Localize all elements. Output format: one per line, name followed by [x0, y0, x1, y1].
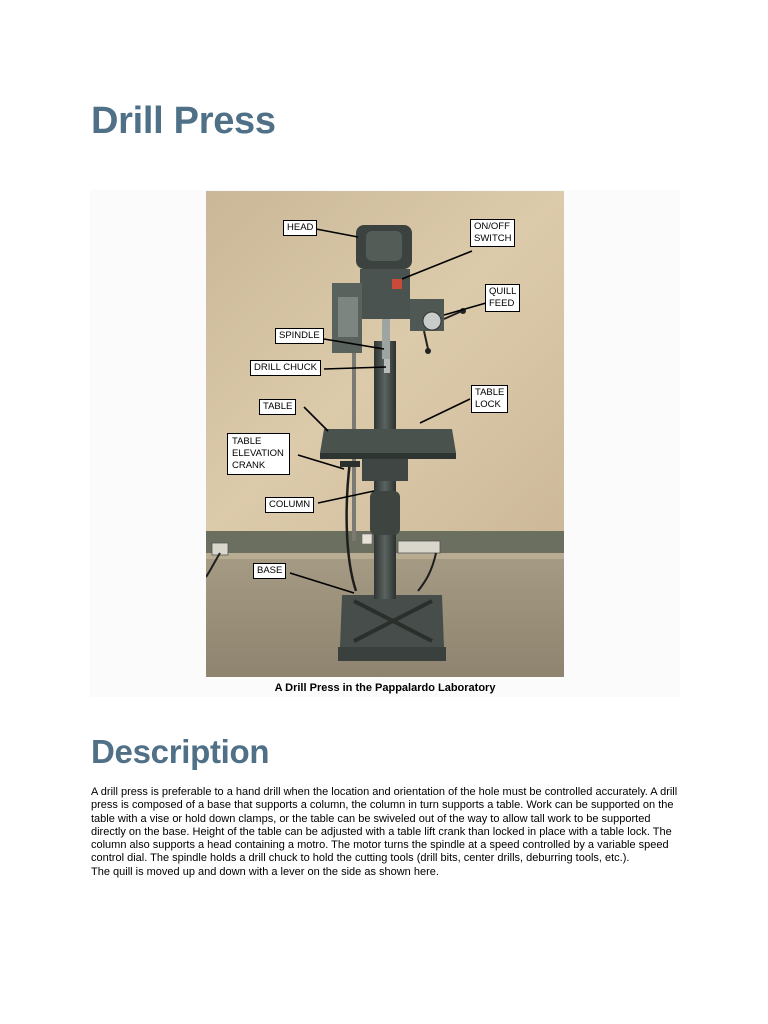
label-quill-feed: QUILL FEED: [485, 284, 520, 312]
label-table-elevation-crank: TABLE ELEVATION CRANK: [227, 433, 290, 475]
label-spindle: SPINDLE: [275, 328, 324, 344]
description-heading: Description: [91, 733, 270, 770]
label-drill-chuck: DRILL CHUCK: [250, 360, 321, 376]
page-title: Drill Press: [91, 100, 276, 142]
figure-caption: A Drill Press in the Pappalardo Laboratory: [274, 682, 496, 694]
label-table-lock: TABLE LOCK: [471, 385, 508, 413]
label-table: TABLE: [259, 399, 296, 415]
description-paragraph: The quill is moved up and down with a lever on the side as shown here.: [91, 865, 439, 878]
label-head: HEAD: [283, 220, 317, 236]
description-paragraph: A drill press is preferable to a hand drill when the location and orientation of the hole must be controlled accurately. A drill press is composed of a base that supports a column, the column in turn supports a table. Work can be supported on the table with a vise or hold down clamps, or the table can be swiveled out of the way to allow tall work to be supported directly on the base. Height of the table can be adjusted with a table lift crank than locked in place with a table lock. The column also supports a head containing a motro. The motor turns the spindle at a speed controlled by a variable speed control dial. The spindle holds a drill chuck to hold the cutting tools (drill bits, center drills, deburring tools, etc.).: [91, 786, 678, 865]
label-base: BASE: [253, 563, 286, 579]
label-on-off-switch: ON/OFF SWITCH: [470, 219, 515, 247]
label-column: COLUMN: [265, 497, 314, 513]
description-body: [91, 786, 681, 879]
